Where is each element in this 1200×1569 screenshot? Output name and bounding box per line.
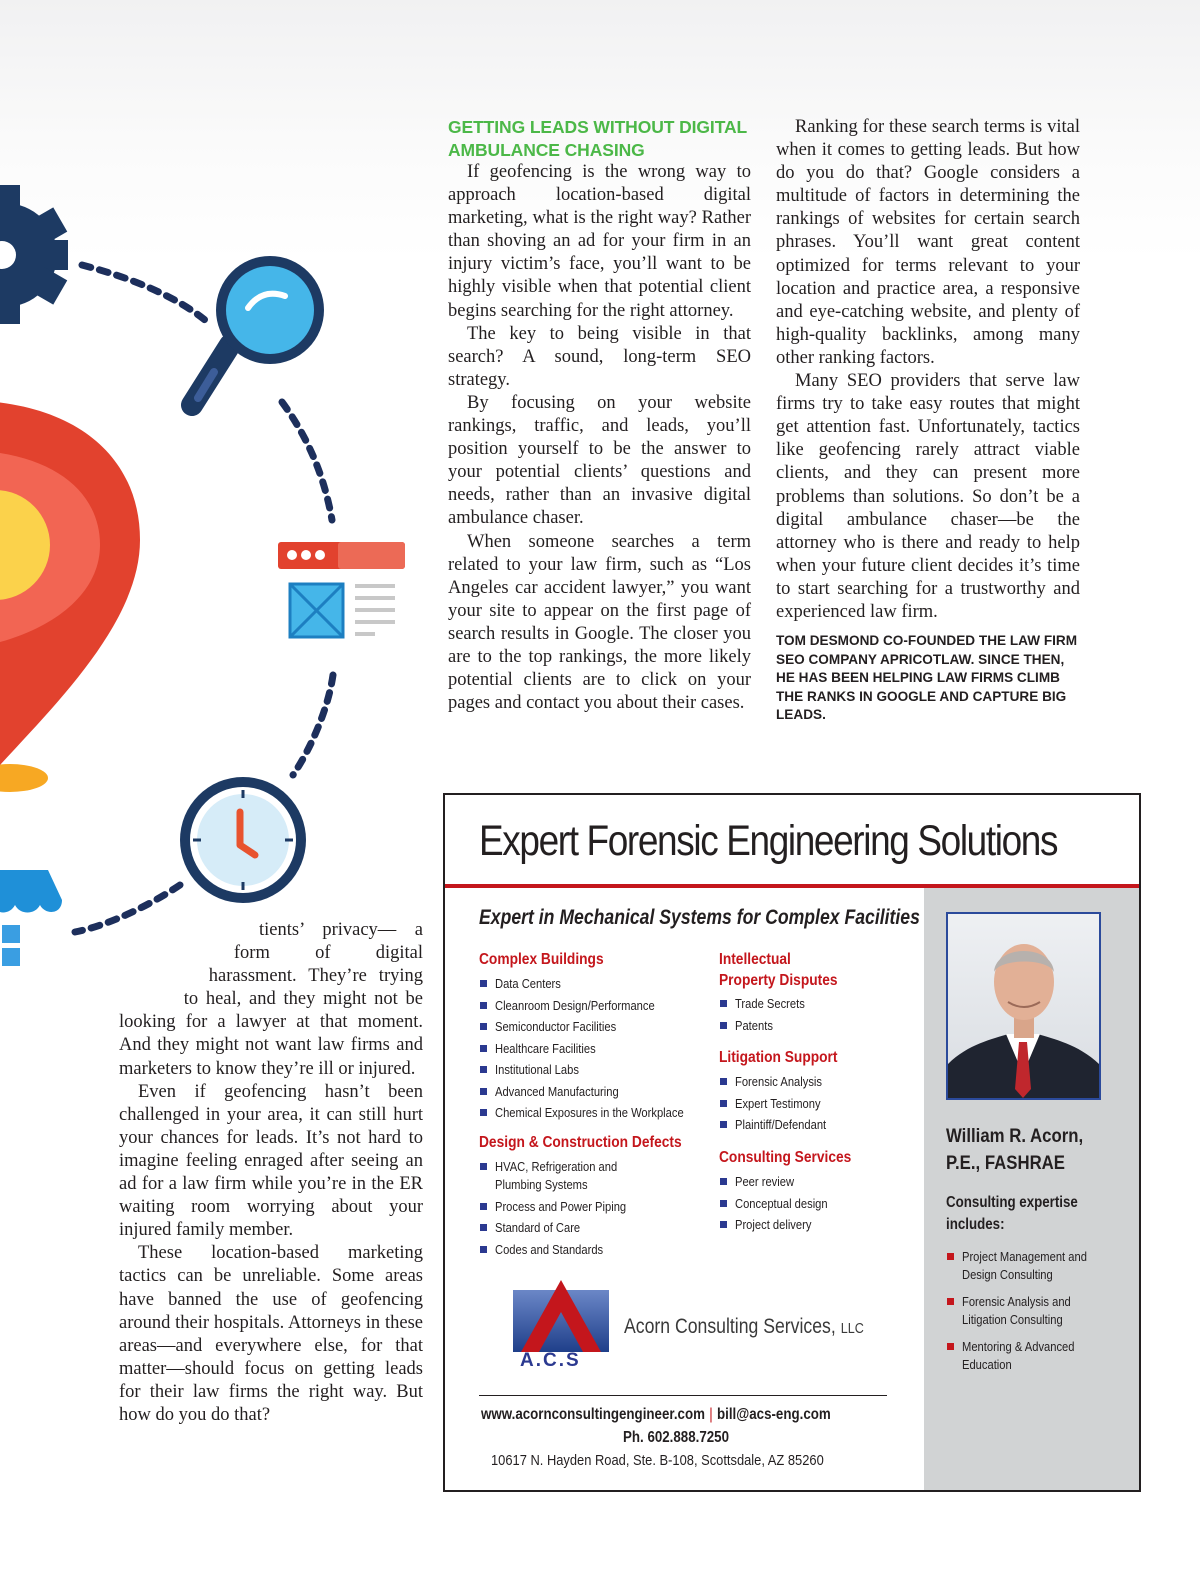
- ad-list-complex-buildings: [479, 975, 714, 1126]
- list-item: Process and Power Piping: [479, 1198, 650, 1216]
- article-paragraph: When someone searches a term related to your law firm, such as “Los Angeles car accident lawyer,” you want your site to appear on the first page of search results in Google. The closer you are to the top rankings, the more likely potential clients are to click on your pages and contact you about their cases.: [448, 531, 751, 714]
- list-item: Advanced Manufacturing: [479, 1083, 714, 1101]
- ad-list-design-defects: [479, 1158, 650, 1262]
- ad-rule: [479, 1395, 887, 1396]
- person-name: William R. Acorn, P.E., FASHRAE: [946, 1125, 1084, 1174]
- list-item: Forensic Analysis and Litigation Consulting: [946, 1293, 1107, 1329]
- expertise-heading: Consulting expertise includes:: [946, 1194, 1078, 1233]
- list-item: Project Management and Design Consulting: [946, 1248, 1107, 1284]
- dashed-connector: [282, 402, 332, 520]
- article-paragraph: Many SEO providers that serve law firms try to take easy routes that might get attention fast. Unfortunately, tactics like geofencing rarely attract viable clients, and they can present more problems than solutions. So don’t be a digital ambulance chaser—be the attorney who is there and ready to help when your future client decides it’s time to start searching for a trustworthy and experienced law firm.: [776, 371, 1080, 622]
- ad-section-heading: Complex Buildings: [479, 951, 604, 968]
- list-item: Mentoring & Advanced Education: [946, 1338, 1107, 1374]
- list-item: Expert Testimony: [719, 1095, 841, 1113]
- article-paragraph: Even if geofencing hasn’t been challenged in your area, it can still hurt your chances for leads. It’s not hard to imagine feeling enraged after seeing an ad for a law firm while you’re in the ER waiting room worrying about your injured family member.: [119, 1081, 423, 1241]
- gear-icon: [0, 185, 68, 324]
- article-paragraph: The key to being visible in that search? A sound, long-term SEO strategy.: [448, 323, 751, 390]
- list-item: Project delivery: [719, 1216, 843, 1234]
- article-column-right: [776, 116, 1080, 725]
- ad-section-heading: Intellectual: [719, 951, 791, 968]
- address-line: 10617 N. Hayden Road, Ste. B-108, Scottsdale, AZ 85260: [491, 1452, 824, 1469]
- article-paragraph: By focusing on your website rankings, traffic, and leads, you’ll position yourself to be the answer to your potential clients’ questions and needs, rather than an invasive digital ambulance chaser.: [448, 392, 751, 529]
- list-item: Forensic Analysis: [719, 1073, 841, 1091]
- advertisement: [443, 793, 1141, 1492]
- ad-list-consulting: [719, 1173, 843, 1238]
- map-pin-icon: [0, 400, 140, 792]
- list-item: Semiconductor Facilities: [479, 1018, 714, 1036]
- list-item: Plaintiff/Defendant: [719, 1116, 841, 1134]
- section-heading: GETTING LEADS WITHOUT DIGITAL AMBULANCE CHASING: [448, 117, 747, 160]
- browser-window-icon: [278, 542, 405, 641]
- list-item: HVAC, Refrigeration and Plumbing Systems: [479, 1158, 650, 1194]
- ad-section-heading: Property Disputes: [719, 972, 838, 989]
- list-item: Peer review: [719, 1173, 843, 1191]
- list-item: Conceptual design: [719, 1195, 843, 1213]
- ad-section-heading: Litigation Support: [719, 1049, 838, 1066]
- contact-line: www.acornconsultingengineer.com | bill@acs-eng.com: [481, 1406, 831, 1423]
- logo-text: A.C.S: [520, 1350, 581, 1371]
- ad-subtitle: Expert in Mechanical Systems for Complex Facilities: [479, 905, 920, 929]
- dashed-connector: [82, 265, 205, 320]
- article-paragraph: If geofencing is the wrong way to approach location-based digital marketing, what is the right way? Rather than shoving an ad for your firm in an injury victim’s face, you’ll want to be highly visible when that potential client begins searching for the right attorney.: [448, 162, 751, 321]
- storefront-icon: [0, 870, 62, 966]
- list-item: Trade Secrets: [719, 995, 816, 1013]
- magnifier-icon: [192, 256, 324, 405]
- ad-title: Expert Forensic Engineering Solutions: [479, 817, 1058, 865]
- seo-illustration: [0, 0, 440, 1000]
- list-item: Chemical Exposures in the Workplace: [479, 1104, 714, 1122]
- portrait-photo: [946, 912, 1101, 1100]
- list-item: Standard of Care: [479, 1219, 650, 1237]
- list-item: Codes and Standards: [479, 1241, 650, 1259]
- ad-list-litigation: [719, 1073, 841, 1138]
- article-paragraph: Ranking for these search terms is vital when it comes to getting leads. But how do you do that? Google considers a multitude of factors in determining the rankings of websites for certain search phrases. You’ll want great content optimized for terms relevant to your location and practice area, a responsive and eye-catching website, and plenty of high-quality backlinks, among many other ranking factors.: [776, 117, 1080, 368]
- website-link[interactable]: www.acornconsultingengineer.com: [481, 1406, 706, 1423]
- clock-icon: [180, 777, 306, 903]
- article-column-middle: [448, 116, 751, 715]
- list-item: Cleanroom Design/Performance: [479, 997, 714, 1015]
- article-column-left: [119, 919, 423, 1427]
- dashed-connector: [293, 675, 333, 775]
- email-link[interactable]: bill@acs-eng.com: [717, 1406, 831, 1423]
- list-item: Patents: [719, 1017, 816, 1035]
- list-item: Institutional Labs: [479, 1061, 714, 1079]
- list-item: Healthcare Facilities: [479, 1040, 714, 1058]
- list-item: Data Centers: [479, 975, 714, 993]
- ad-section-heading: Consulting Services: [719, 1149, 852, 1166]
- expertise-list: [946, 1248, 1107, 1378]
- ad-list-ip-disputes: [719, 995, 816, 1038]
- article-paragraph: tients’ privacy— a form of digital harassment. They’re trying to heal, and they might not be looking for a lawyer at that moment. And they might not want law firms and marketers to know they’re ill or injured.: [119, 920, 423, 1079]
- company-name: Acorn Consulting Services, LLC: [624, 1315, 864, 1338]
- author-bio: TOM DESMOND CO-FOUNDED THE LAW FIRM SEO COMPANY APRICOTLAW. SINCE THEN, HE HAS BEEN HELPING LAW FIRMS CLIMB THE RANKS IN GOOGLE AND CAPTURE BIG LEADS.: [776, 633, 1078, 723]
- article-paragraph: These location-based marketing tactics can be unreliable. Some areas have banned the use of geofencing around their hospitals. Attorneys in these areas—and everywhere else, for that matter—should focus on getting leads for their law firms the right way. But how do you do that?: [119, 1243, 423, 1425]
- ad-section-heading: Design & Construction Defects: [479, 1134, 682, 1151]
- phone-line: Ph. 602.888.7250: [622, 1429, 729, 1446]
